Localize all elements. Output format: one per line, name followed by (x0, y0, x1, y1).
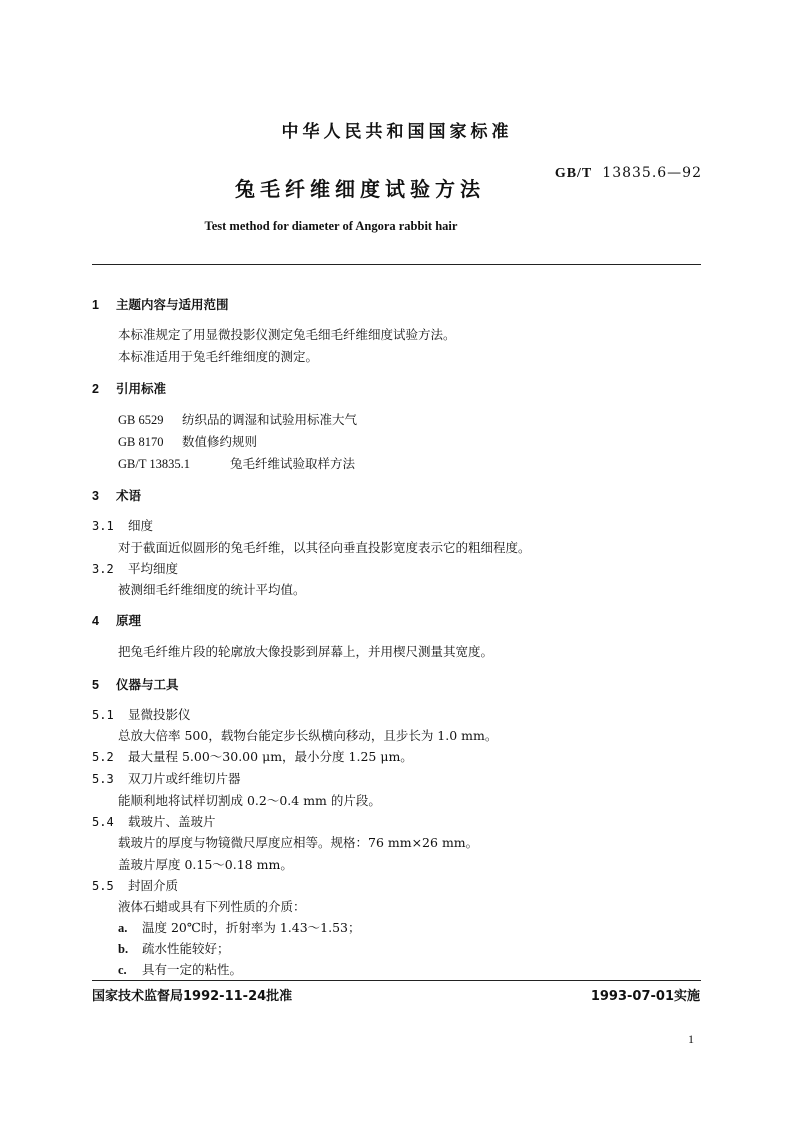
subsection-5-3-text: 能顺利地将试样切割成 0.2～0.4 mm 的片段。 (118, 793, 381, 808)
subsection-5-5-number: 5.5 (92, 879, 114, 893)
section-5-heading (92, 675, 179, 693)
section-3-title: 术语 (116, 488, 142, 503)
list-item-mark: a. (118, 921, 128, 935)
subsection-3-1-title: 细度 (128, 518, 154, 533)
subsection-5-5-text: 液体石蜡或具有下列性质的介质： (118, 899, 306, 914)
list-item-text: 具有一定的粘性。 (142, 962, 243, 977)
list-item-mark: c. (118, 963, 127, 977)
subsection-3-2-title: 平均细度 (128, 561, 179, 576)
document-title-cn: 兔毛纤维细度试验方法 (235, 177, 485, 201)
list-item (118, 960, 242, 978)
reference-code: GB/T 13835.1 (118, 457, 190, 471)
approval-line: 国家技术监督局1992-11-24批准 (92, 989, 293, 1004)
subsection-5-3-heading (92, 769, 241, 787)
reference-name: 兔毛纤维试验取样方法 (230, 456, 356, 471)
section-2-number: 2 (92, 382, 99, 396)
section-3-heading (92, 486, 141, 504)
section-1-paragraph-2: 本标准适用于兔毛纤维细度的测定。 (118, 349, 319, 364)
subsection-3-1-number: 3.1 (92, 519, 114, 533)
reference-name: 纺织品的调湿和试验用标准大气 (182, 412, 358, 427)
subsection-3-1-heading (92, 516, 153, 534)
list-item-text: 疏水性能较好； (142, 941, 230, 956)
section-4-heading (92, 611, 141, 629)
reference-name: 数值修约规则 (182, 434, 258, 449)
section-3-number: 3 (92, 489, 99, 503)
list-item (118, 939, 230, 957)
subsection-5-1-number: 5.1 (92, 708, 114, 722)
section-4-title: 原理 (116, 613, 142, 628)
list-item-mark: b. (118, 942, 129, 956)
reference-item (118, 432, 257, 450)
subsection-3-2-heading (92, 559, 178, 577)
section-1-title: 主题内容与适用范围 (116, 297, 229, 312)
subsection-5-1-text: 总放大倍率 500，载物台能定步长纵横向移动，且步长为 1.0 mm。 (118, 728, 498, 743)
section-1-number: 1 (92, 298, 99, 312)
reference-item (118, 454, 355, 472)
section-4-number: 4 (92, 614, 99, 628)
standard-number-value: 13835.6—92 (602, 165, 702, 181)
subsection-5-2 (92, 747, 413, 765)
footer-divider (92, 980, 701, 981)
list-item-text: 温度 20℃时，折射率为 1.43～1.53； (142, 920, 361, 935)
subsection-5-4-number: 5.4 (92, 815, 114, 829)
subsection-5-4-title: 载玻片、盖玻片 (128, 814, 216, 829)
subsection-5-4-text-2: 盖玻片厚度 0.15～0.18 mm。 (118, 857, 293, 872)
effective-date: 1993-07-01实施 (590, 989, 700, 1004)
subsection-5-2-text: 最大量程 5.00～30.00 μm，最小分度 1.25 μm。 (128, 749, 413, 764)
section-1-heading (92, 295, 229, 313)
subsection-5-1-heading (92, 705, 191, 723)
national-standard-heading: 中华人民共和国国家标准 (281, 122, 513, 142)
header-divider (92, 264, 701, 265)
subsection-5-2-number: 5.2 (92, 750, 114, 764)
list-item (118, 918, 361, 936)
section-5-title: 仪器与工具 (116, 677, 179, 692)
subsection-5-4-text-1: 载玻片的厚度与物镜微尺厚度应相等。规格：76 mm×26 mm。 (118, 835, 479, 850)
reference-code: GB 8170 (118, 435, 164, 449)
section-2-heading (92, 379, 166, 397)
subsection-3-1-text: 对于截面近似圆形的兔毛纤维，以其径向垂直投影宽度表示它的粗细程度。 (118, 540, 531, 555)
subsection-5-5-title: 封固介质 (128, 878, 179, 893)
page-number: 1 (688, 1032, 694, 1046)
subsection-5-3-number: 5.3 (92, 772, 114, 786)
subsection-3-2-number: 3.2 (92, 562, 114, 576)
standard-number-prefix: GB/T (554, 166, 593, 181)
section-2-title: 引用标准 (116, 381, 167, 396)
subsection-3-2-text: 被测细毛纤维细度的统计平均值。 (118, 582, 306, 597)
subsection-5-5-heading (92, 876, 178, 894)
subsection-5-4-heading (92, 812, 216, 830)
reference-code: GB 6529 (118, 413, 164, 427)
section-5-number: 5 (92, 678, 99, 692)
subsection-5-1-title: 显微投影仪 (128, 707, 191, 722)
section-4-text: 把兔毛纤维片段的轮廓放大像投影到屏幕上，并用楔尺测量其宽度。 (118, 644, 494, 659)
section-1-paragraph-1: 本标准规定了用显微投影仪测定兔毛细毛纤维细度试验方法。 (118, 327, 456, 342)
document-title-en: Test method for diameter of Angora rabbit hair (204, 219, 458, 233)
reference-item (118, 410, 357, 428)
subsection-5-3-title: 双刀片或纤维切片器 (128, 771, 241, 786)
